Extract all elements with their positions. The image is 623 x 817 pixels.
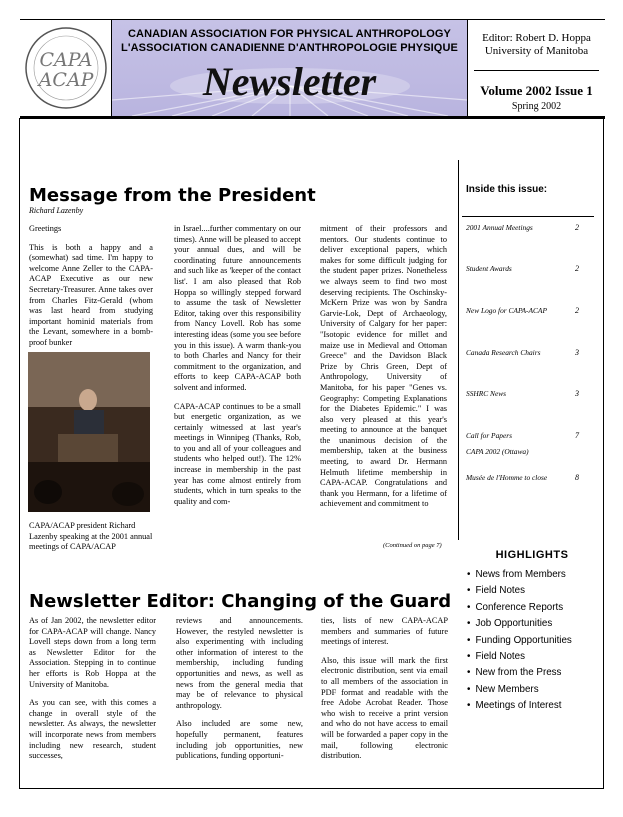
list-item[interactable]: • Meetings of Interest bbox=[467, 700, 572, 716]
capa-logo bbox=[20, 20, 112, 116]
article1-column-2 bbox=[174, 224, 301, 515]
paragraph: Also, this issue will mark the first electronic distribution, sent via email to all members of the association in PDF format and readable with the free Adobe Acrobat Reader. Those who wish to receive a print version and who do not have access to email will be forwarded a paper copy in the mail, following electronic distribution. bbox=[321, 655, 448, 761]
masthead bbox=[20, 19, 605, 119]
paragraph: Also included are some new, hopefully permanent, features including job opportunities, new publications, funding opportuni- bbox=[176, 719, 303, 761]
toc-item[interactable]: Canada Research Chairs bbox=[466, 348, 541, 357]
association-name-fr: L'ASSOCIATION CANADIENNE D'ANTHROPOLOGIE PHYSIQUE bbox=[121, 42, 458, 54]
photo-caption: CAPA/ACAP president Richard Lazenby speaking at the 2001 annual meetings of CAPA/ACAP bbox=[29, 521, 153, 552]
newsletter-title: Newsletter bbox=[202, 59, 377, 104]
toc-item[interactable]: Call for Papers bbox=[466, 431, 512, 440]
toc-item[interactable]: Student Awards bbox=[466, 264, 512, 273]
article-byline: Richard Lazenby bbox=[29, 206, 84, 215]
issue-info-box bbox=[468, 20, 605, 116]
association-name-en: CANADIAN ASSOCIATION FOR PHYSICAL ANTHROPOLOGY bbox=[128, 28, 451, 40]
toc-item[interactable]: CAPA 2002 (Ottawa) bbox=[466, 447, 529, 456]
toc-page-number: 7 bbox=[575, 431, 579, 440]
president-photo bbox=[28, 352, 150, 512]
paragraph: As you can see, with this comes a change in overall style of the newsletter. As always, the newsletter will incorporate news from members including new research, student successes, bbox=[29, 698, 156, 761]
toc-item[interactable]: Musée de l'Homme to close bbox=[466, 473, 548, 482]
title-band bbox=[112, 20, 468, 116]
toc-page-number: 2 bbox=[575, 264, 579, 273]
paragraph: in Israel....further commentary on our times). Anne will be pleased to accept your annual dues, and will be coordinating future announcements and such like as 'keeper of the contact list'. I am also pleased that Rob Hoppa so willingly stepped forward to assume the task of Newsletter Editor, taking over this responsibility from Nancy Lovell. Rob has some interesting ideas (some you see before you in this issue). A warm thank-you to both Charles and Nancy for their commitment to the organization, and efforts to keep CAPA-ACAP both solvent and informed. bbox=[174, 224, 301, 392]
toc-page-number: 2 bbox=[575, 223, 579, 232]
sidebar-divider bbox=[458, 160, 459, 540]
divider bbox=[474, 70, 599, 71]
issue-season: Spring 2002 bbox=[511, 101, 562, 112]
toc-item[interactable]: SSHRC News bbox=[466, 389, 507, 398]
paragraph: This is both a happy and a (somewhat) sad time. I'm happy to welcome Anne Zeller to the CAPA-ACAP Executive as our new Secretary-Treasurer. Anne takes over from Charles Fitz-Gerald (whom was last heard from studying important hominid materials from the Levant, somewhere in a bomb-proof bunker bbox=[29, 242, 153, 347]
highlights-list bbox=[467, 569, 572, 717]
list-item[interactable]: • New from the Press bbox=[467, 667, 572, 683]
highlights-heading: HIGHLIGHTS bbox=[495, 549, 569, 561]
toc-item[interactable]: New Logo for CAPA-ACAP bbox=[466, 306, 547, 315]
paragraph: As of Jan 2002, the newsletter editor for CAPA-ACAP will change. Nancy Lovell steps down from a long term as Newsletter Editor for the Association. Stepping in to continue her efforts is Rob Hoppa at the University of Manitoba. bbox=[29, 616, 156, 689]
article-title-president: Message from the President bbox=[29, 185, 316, 206]
editor-university: University of Manitoba bbox=[484, 45, 589, 57]
article2-column-3 bbox=[321, 616, 448, 770]
continued-link[interactable]: (Continued on page 7) bbox=[383, 542, 442, 549]
paragraph: ties, lists of new CAPA-ACAP members and summaries of future meetings of interest. bbox=[321, 616, 448, 647]
paragraph: CAPA-ACAP continues to be a small but energetic organization, as we certainly witnessed at last year's meetings in Winnipeg (Thanks, Rob, to you and all of your colleagues and students who helped out!). The 12% increase in membership in the past year has come almost entirely from students, which in turn speaks to the quality and com- bbox=[174, 401, 301, 506]
logo-text-capa: CAPA bbox=[39, 49, 93, 71]
paragraph: reviews and announcements. However, the restyled newsletter is also experimenting with including other information of interest to the membership, including funding opportunities and news, as well as news from the general media that may be of relevance to physical anthropology. bbox=[176, 616, 303, 710]
toc-page-number: 3 bbox=[575, 348, 579, 357]
list-item[interactable]: • News from Members bbox=[467, 569, 572, 585]
paragraph: Greetings bbox=[29, 224, 62, 233]
page-frame-bottom bbox=[19, 788, 604, 789]
page-frame-right bbox=[603, 118, 604, 788]
page-frame-left bbox=[19, 118, 20, 788]
article2-column-1 bbox=[29, 616, 156, 770]
logo-text-acap: ACAP bbox=[38, 69, 94, 91]
toc-page-number: 2 bbox=[575, 306, 579, 315]
article2-column-2 bbox=[176, 616, 303, 770]
toc-item[interactable]: 2001 Annual Meetings bbox=[466, 223, 533, 232]
list-item[interactable]: • Field Notes bbox=[467, 651, 572, 667]
list-item[interactable]: • Funding Opportunities bbox=[467, 635, 572, 651]
volume-issue: Volume 2002 Issue 1 bbox=[480, 83, 593, 98]
divider bbox=[462, 216, 594, 217]
toc-page-number: 3 bbox=[575, 389, 579, 398]
editor-name: Editor: Robert D. Hoppa bbox=[482, 32, 591, 44]
list-item[interactable]: • Field Notes bbox=[467, 585, 572, 601]
inside-issue-heading: Inside this issue: bbox=[466, 184, 548, 195]
list-item[interactable]: • Conference Reports bbox=[467, 602, 572, 618]
article1-column-1 bbox=[29, 224, 153, 357]
toc-page-number: 8 bbox=[575, 473, 579, 482]
article1-column-3 bbox=[320, 224, 447, 518]
article-title-editor: Newsletter Editor: Changing of the Guard bbox=[29, 591, 452, 612]
list-item[interactable]: • New Members bbox=[467, 684, 572, 700]
list-item[interactable]: • Job Opportunities bbox=[467, 618, 572, 634]
paragraph: mitment of their professors and mentors. Our students continue to deliver exceptional papers, which makes for some difficult judging for the student paper prizes. Nonetheless we always seem to find two most deserving recipients. The Oschinsky-McKern Prize was won by Sandra Garvie-Lok, Dept of Archaeology, University of Calgary for her paper: "Isotopic evidence for millet and maize use in Medieval and Ottoman Greece" and the Davidson Black Prize by Chris Green, Dept of Anthropology, University of Manitoba, for his paper "Genes vs. Geography: Competing Explanations for the Diabetes Epidemic." I was also very pleased at this year's meeting to announce at the banquet the unanimous decision of the membership, taken at the business meeting, to award Dr. Hermann Helmuth lifetime membership in CAPA-ACAP. Congratulations and thank you Hermann, for a lifetime of achievement and commitment to bbox=[320, 224, 447, 509]
